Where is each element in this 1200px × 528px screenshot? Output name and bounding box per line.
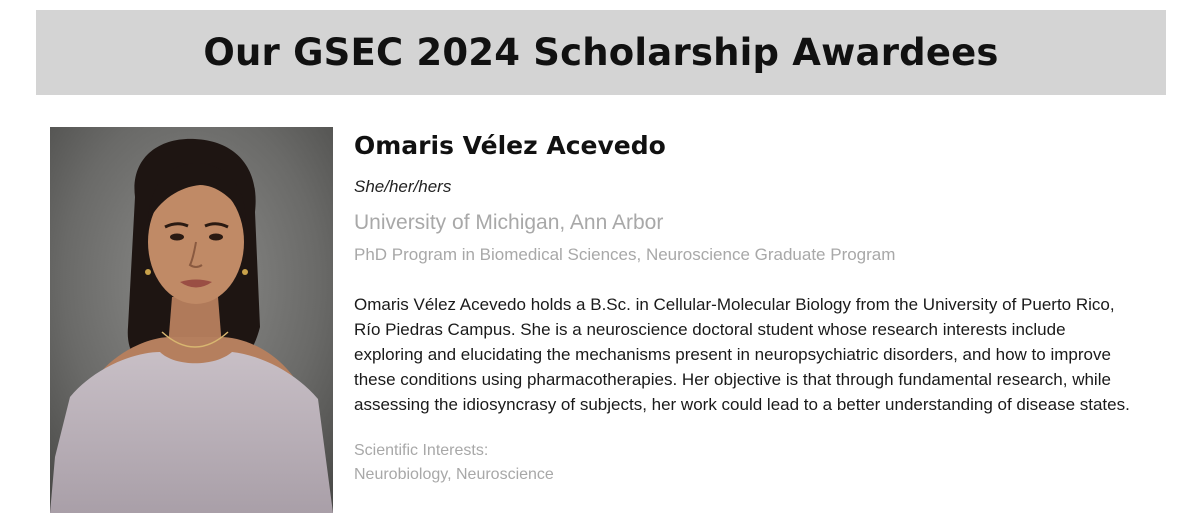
title-banner — [36, 10, 1166, 95]
awardee-name: Omaris Vélez Acevedo — [354, 131, 666, 160]
page-title: Our GSEC 2024 Scholarship Awardees — [203, 31, 999, 74]
awardee-program: PhD Program in Biomedical Sciences, Neuroscience Graduate Program — [354, 245, 896, 264]
awardee-details — [354, 128, 1154, 487]
awardee-portrait — [50, 127, 333, 513]
interests-label: Scientific Interests: — [354, 442, 489, 459]
interests-value: Neurobiology, Neuroscience — [354, 466, 554, 483]
awardee-bio: Omaris Vélez Acevedo holds a B.Sc. in Cellular-Molecular Biology from the University of Puerto Rico, Río Piedras Campus. She is a neuroscience doctoral student whose research interests include exploring and elucidating the mechanisms present in neuropsychiatric disorders, and how to improve these conditions using pharmacotherapies. Her objective is that through fundamental research, while assessing the idiosyncrasy of subjects, her work could lead to a better understanding of disease states. — [354, 295, 1130, 414]
awardee-pronouns: She/her/hers — [354, 177, 452, 196]
awardee-university: University of Michigan, Ann Arbor — [354, 211, 664, 234]
